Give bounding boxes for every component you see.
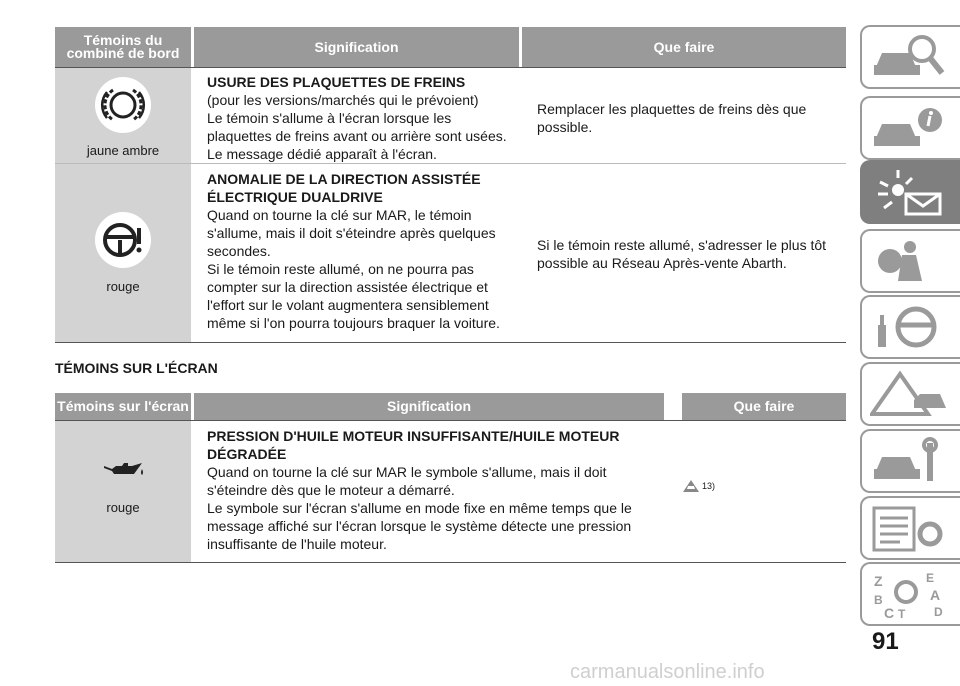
meaning-line: secondes. <box>207 243 271 259</box>
action-line: possible. <box>537 119 593 135</box>
meaning-line: s'allume, mais il doit s'éteindre après quelques <box>207 225 496 241</box>
meaning-line: Le symbole sur l'écran s'allume en mode fixe en même temps que le <box>207 500 632 516</box>
meaning-line: Quand on tourne la clé sur MAR le symbole s'allume, mais il doit <box>207 464 607 480</box>
meaning-line: Le témoin s'allume à l'écran lorsque les <box>207 110 452 126</box>
table1-row1-action <box>537 100 837 136</box>
meaning-line: Le message dédié apparaît à l'écran. <box>207 146 437 162</box>
emergency-triangle-icon <box>870 370 950 420</box>
oil-title-line: DÉGRADÉE <box>207 446 287 462</box>
steering-title-line: ANOMALIE DE LA DIRECTION ASSISTÉE <box>207 171 481 187</box>
table1-row1-meaning <box>207 73 517 163</box>
table2-header-meaning: Signification <box>194 393 664 420</box>
table2-header-action: Que faire <box>682 393 846 420</box>
tab-car-info[interactable] <box>860 96 960 160</box>
car-info-icon <box>870 104 950 154</box>
warning-lights-message-icon <box>870 168 950 218</box>
caution-car-icon <box>682 479 700 493</box>
meaning-line: Si le témoin reste allumé, on ne pourra pas <box>207 261 474 277</box>
table1-row2-meaning <box>207 170 517 332</box>
page-number: 91 <box>872 628 899 655</box>
tab-car-dashboard[interactable] <box>860 25 960 89</box>
table2-row1-icon-cell <box>55 421 191 562</box>
specifications-icon <box>870 504 950 554</box>
table2-row1-meaning <box>207 427 667 553</box>
meaning-line: compter sur la direction assistée électrique et <box>207 279 488 295</box>
brake-pad-title: USURE DES PLAQUETTES DE FREINS <box>207 74 466 90</box>
car-maintenance-icon <box>870 437 950 487</box>
oil-title-line: PRESSION D'HUILE MOTEUR INSUFFISANTE/HUILE MOTEUR <box>207 428 620 444</box>
meaning-line: même si l'on pourra toujours braquer la voiture. <box>207 315 500 331</box>
car-dashboard-icon <box>870 33 950 83</box>
svg-text:E: E <box>926 571 935 585</box>
tab-index[interactable] <box>860 562 960 626</box>
airbag-safety-icon <box>870 237 950 287</box>
svg-text:A: A <box>930 587 941 603</box>
action-line: Si le témoin reste allumé, s'adresser le plus tôt <box>537 237 827 253</box>
meaning-line: Quand on tourne la clé sur MAR, le témoin <box>207 207 472 223</box>
table1-row1-color-label: jaune ambre <box>86 143 160 158</box>
meaning-line: s'éteindre dès que le moteur a démarré. <box>207 482 455 498</box>
table1-header-action: Que faire <box>522 27 846 67</box>
watermark: carmanualsonline.info <box>570 661 765 683</box>
meaning-line: message affiché sur l'écran lorsque le système détecte une pression <box>207 518 632 534</box>
table1-header-warning-lights: Témoins du combiné de bord <box>55 27 191 67</box>
meaning-line: insuffisante de l'huile moteur. <box>207 536 387 552</box>
svg-text:D: D <box>934 605 943 619</box>
svg-text:Z: Z <box>874 573 883 589</box>
steering-wheel-icon <box>870 303 950 353</box>
tab-airbag-safety[interactable] <box>860 229 960 293</box>
power-steering-fault-icon <box>94 211 152 274</box>
meaning-line: plaquettes de freins avant ou arrière sont usées. <box>207 128 507 144</box>
tab-warning-lights[interactable] <box>860 160 960 224</box>
table1-row2-action <box>537 236 837 272</box>
action-line: Remplacer les plaquettes de freins dès que <box>537 101 807 117</box>
action-line: possible au Réseau Après-vente Abarth. <box>537 255 787 271</box>
warning-reference[interactable] <box>682 479 715 493</box>
svg-text:C: C <box>884 605 895 620</box>
tab-specifications[interactable] <box>860 496 960 560</box>
meaning-line: l'effort sur le volant augmentera sensiblement <box>207 297 489 313</box>
table2-header-warning-lights: Témoins sur l'écran <box>55 393 191 420</box>
table1-row2-color-label: rouge <box>106 279 140 294</box>
svg-text:T: T <box>898 607 906 620</box>
steering-title-line: ÉLECTRIQUE DUALDRIVE <box>207 189 383 205</box>
table2-bottom-rule <box>55 562 846 563</box>
table2-row1-color-label: rouge <box>106 500 140 515</box>
warning-ref-number: 13) <box>702 481 716 491</box>
table1-bottom-rule <box>55 342 846 343</box>
section-title: TÉMOINS SUR L'ÉCRAN <box>55 360 218 376</box>
brake-pad-wear-icon <box>94 76 152 139</box>
table1-header-meaning: Signification <box>194 27 519 67</box>
index-icon <box>870 570 950 620</box>
svg-text:B: B <box>874 593 883 607</box>
tab-steering[interactable] <box>860 295 960 359</box>
meaning-line: (pour les versions/marchés qui le prévoient) <box>207 92 479 108</box>
oil-pressure-icon <box>102 460 146 485</box>
tab-emergency[interactable] <box>860 362 960 426</box>
tab-maintenance[interactable] <box>860 429 960 493</box>
